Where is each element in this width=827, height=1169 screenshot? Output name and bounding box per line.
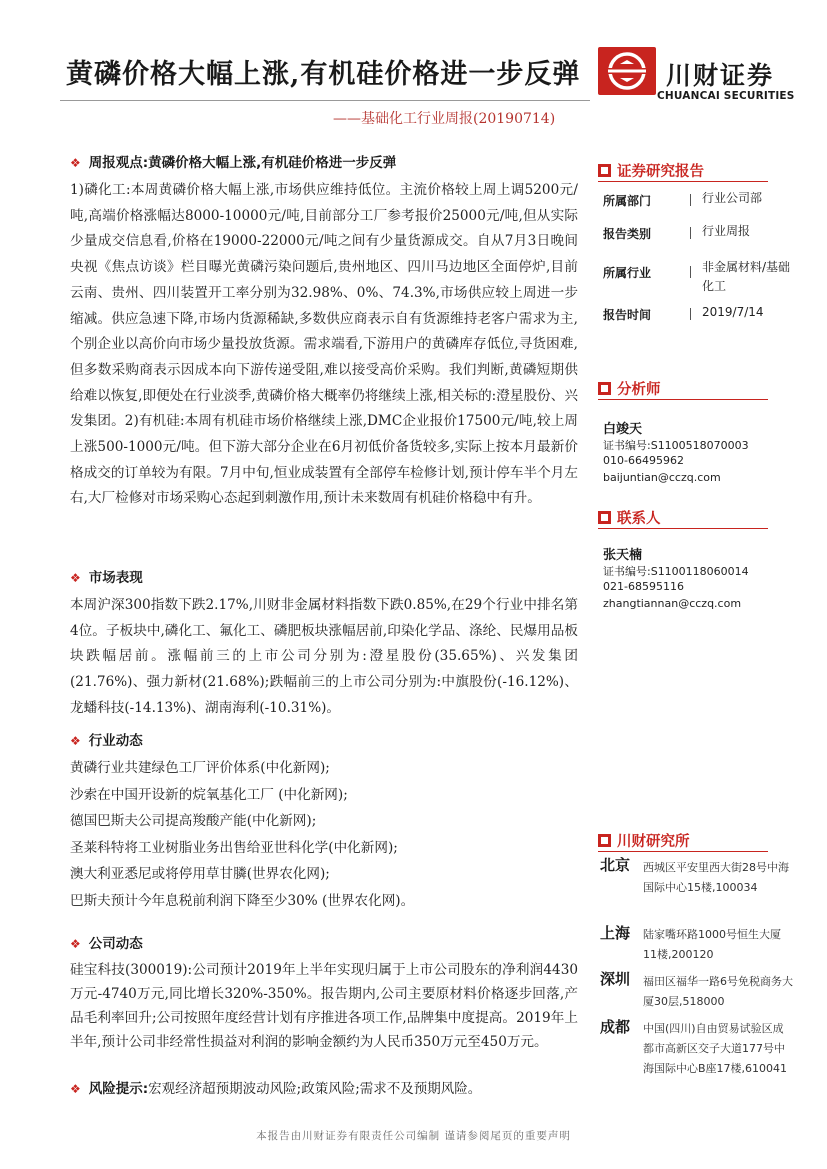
contact-phone: 021-68595116 bbox=[603, 580, 684, 593]
section-heading-weekly-view: ❖ 周报观点:黄磷价格大幅上涨,有机硅价格进一步反弹 bbox=[70, 155, 397, 171]
square-bullet-icon bbox=[598, 511, 611, 524]
logo-chinese-name: 川财证券 bbox=[666, 61, 775, 90]
sidebar-divider bbox=[598, 528, 768, 529]
report-subtitle: ——基础化工行业周报(20190714) bbox=[333, 111, 556, 127]
market-body: 本周沪深300指数下跌2.17%,川财非金属材料指数下跌0.85%,在29个行业中排名第4位。子板块中,磷化工、氟化工、磷肥板块涨幅居前,印染化学品、涤纶、民爆用品板块跌幅居前。涨幅前三的上市公司分别为:澄星股份(35.65%)、兴发集团(21.76%)、强力新材(21.68%);跌幅前三的上市公司分别为:中旗股份(-16.12%)、龙蟠科技(-14.13%)、湖南海利(-10.31%)。 bbox=[70, 597, 578, 716]
analyst-phone: 010-66495962 bbox=[603, 454, 684, 467]
header-divider bbox=[60, 100, 590, 101]
diamond-bullet-icon: ❖ bbox=[70, 937, 81, 951]
diamond-bullet-icon: ❖ bbox=[70, 734, 81, 748]
list-item: 巴斯夫预计今年息税前利润下降至少30% (世界农化网)。 bbox=[70, 892, 415, 909]
office-address: 中国(四川)自由贸易试验区成都市高新区交子大道177号中海国际中心B座17楼,610041 bbox=[643, 1022, 788, 1075]
office-city: 成都 bbox=[600, 1018, 631, 1036]
sidebar-divider bbox=[598, 399, 768, 400]
info-value: 非金属材料/基础化工 bbox=[702, 260, 791, 293]
info-label: 所属行业 bbox=[603, 266, 652, 280]
analyst-cert: 证书编号:S1100518070003 bbox=[603, 439, 749, 452]
sidebar-heading-analyst: 分析师 bbox=[598, 378, 661, 399]
diamond-bullet-icon: ❖ bbox=[70, 1082, 81, 1096]
list-item: 德国巴斯夫公司提高羧酸产能(中化新网); bbox=[70, 813, 317, 830]
sidebar-heading-contact: 联系人 bbox=[598, 507, 661, 528]
square-bullet-icon bbox=[598, 382, 611, 395]
square-bullet-icon bbox=[598, 164, 611, 177]
info-value: 行业周报 bbox=[702, 224, 751, 238]
office-city: 上海 bbox=[600, 924, 631, 942]
company-body: 硅宝科技(300019):公司预计2019年上半年实现归属于上市公司股东的净利润4430万元-4740万元,同比增长320%-350%。报告期内,公司主要原材料价格逐步回落,产品毛利率回升;公司按照年度经营计划有序推进各项工作,品牌集中度提高。2019年上半年,预计公司非经常性损益对利润的影响金额约为人民币350万元至450万元。 bbox=[70, 962, 578, 1050]
info-separator bbox=[690, 266, 691, 278]
square-bullet-icon bbox=[598, 834, 611, 847]
industry-news-list bbox=[70, 755, 578, 915]
office-address: 西城区平安里西大街28号中海国际中心15楼,100034 bbox=[643, 861, 789, 894]
info-value: 2019/7/14 bbox=[702, 305, 764, 319]
section-heading-industry: ❖ 行业动态 bbox=[70, 733, 143, 749]
chuancai-logo-icon bbox=[598, 47, 656, 95]
weekly-view-body: 1)磷化工:本周黄磷价格大幅上涨,市场供应维持低位。主流价格较上周上调5200元/吨,高端价格涨幅达8000-10000元/吨,目前部分工厂参考报价25000元/吨,但从实际少量成交信息看,价格在19000-22000元/吨之间有少量货源成交。自从7月3日晚间央视《焦点访谈》栏目曝光黄磷污染问题后,贵州地区、四川马边地区全面停炉,目前云南、贵州、四川装置开工率分别为32.98%、0%、74.3%,市场供应较上周进一步缩减。供应急速下降,市场内货源稀缺,多数供应商表示自有货源维持老客户需求为主,个别企业以高价向市场少量投放货源。需求端看,下游用户的黄磷库存低位,寻货困难,但多数采购商表示因成本向下游传递受阻,难以接受高价采购。我们判断,黄磷短期供给难以恢复,即便处在行业淡季,黄磷价格大概率仍将继续上涨,相关标的:澄星股份、兴发集团。2)有机硅:本周有机硅市场价格继续上涨,DMC企业报价17500元/吨,较上周上涨500-1000元/吨。但下游大部分企业在6月初低价备货较多,实际上按本月最新价格成交的订单较为有限。7月中旬,恒业成装置有全部停车检修计划,预计停车半个月左右,大厂检修对市场采购心态起到刺激作用,预计未来数周有机硅价格稳中有升。 bbox=[70, 182, 578, 507]
contact-cert: 证书编号:S1100118060014 bbox=[603, 565, 749, 578]
list-item: 沙索在中国开设新的烷氧基化工厂 (中化新网); bbox=[70, 786, 348, 803]
risk-line: ❖ 风险提示:宏观经济超预期波动风险;政策风险;需求不及预期风险。 bbox=[70, 1081, 482, 1097]
sidebar-heading-report: 证券研究报告 bbox=[598, 160, 704, 181]
footer-disclaimer: 本报告由川财证券有限责任公司编制 谨请参阅尾页的重要声明 bbox=[256, 1130, 571, 1142]
list-item: 澳大利亚悉尼或将停用草甘膦(世界农化网); bbox=[70, 866, 330, 883]
info-label: 报告时间 bbox=[603, 308, 652, 322]
section-heading-company: ❖ 公司动态 bbox=[70, 936, 143, 952]
report-title: 黄磷价格大幅上涨,有机硅价格进一步反弹 bbox=[66, 59, 581, 90]
list-item: 圣莱科特将工业树脂业务出售给亚世科化学(中化新网); bbox=[70, 839, 398, 856]
section-heading-market: ❖ 市场表现 bbox=[70, 570, 143, 586]
contact-name: 张天楠 bbox=[603, 548, 643, 563]
office-address: 陆家嘴环路1000号恒生大厦11楼,200120 bbox=[643, 928, 781, 961]
diamond-bullet-icon: ❖ bbox=[70, 156, 81, 170]
office-city: 深圳 bbox=[600, 970, 631, 988]
info-separator bbox=[690, 227, 691, 239]
office-city: 北京 bbox=[600, 856, 631, 874]
analyst-email[interactable]: baijuntian@cczq.com bbox=[603, 471, 721, 484]
info-separator bbox=[690, 308, 691, 320]
info-label: 报告类别 bbox=[603, 227, 652, 241]
info-label: 所属部门 bbox=[603, 194, 652, 208]
sidebar-heading-institute: 川财研究所 bbox=[598, 830, 690, 851]
office-address: 福田区福华一路6号免税商务大厦30层,518000 bbox=[643, 975, 793, 1008]
sidebar-divider bbox=[598, 181, 768, 182]
sidebar-divider bbox=[598, 851, 768, 852]
diamond-bullet-icon: ❖ bbox=[70, 571, 81, 585]
info-value: 行业公司部 bbox=[702, 191, 763, 205]
info-separator bbox=[690, 194, 691, 206]
contact-email[interactable]: zhangtiannan@cczq.com bbox=[603, 597, 742, 610]
analyst-name: 白竣天 bbox=[603, 422, 643, 437]
logo-english-name: CHUANCAI SECURITIES bbox=[657, 90, 795, 102]
list-item: 黄磷行业共建绿色工厂评价体系(中化新网); bbox=[70, 760, 330, 776]
